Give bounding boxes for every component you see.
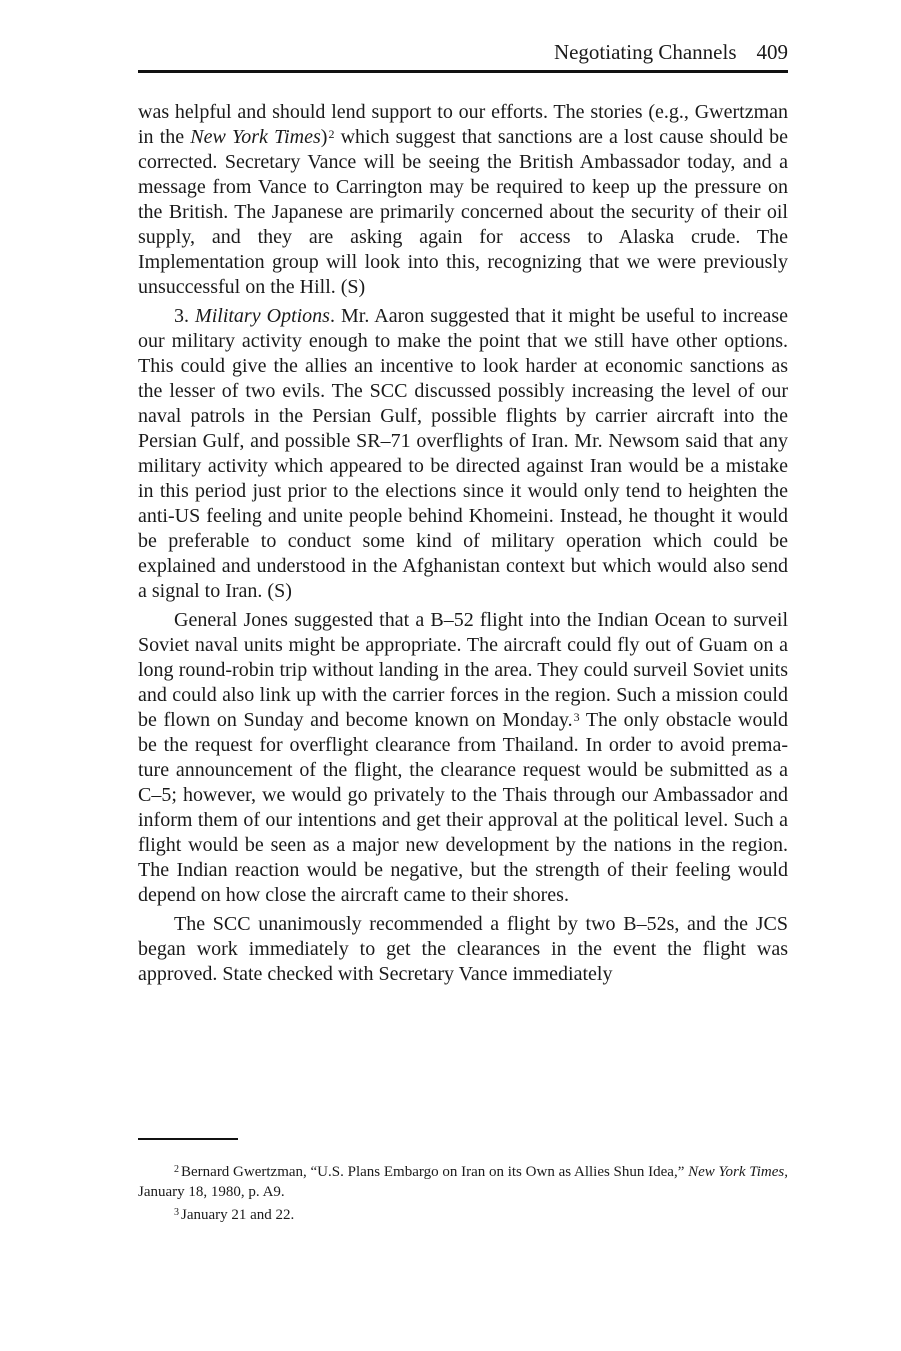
text-run: ): [320, 126, 328, 148]
text-run: General Jones suggested that a B–52 flight into the Indian Ocean to surveil Soviet naval units might be appropriate. The aircraft could fly out of Guam on a long round-robin trip without landing in the area. They could surveil Soviet units and could also link up with the carrier forces in the region. Such a mission could be flown on Sunday and become known on Monday.: [138, 609, 788, 731]
text-run: 3.: [174, 305, 196, 327]
running-head-title: Negotiating Channels: [553, 40, 737, 64]
footnote-reference: 2: [328, 127, 335, 141]
body-paragraph: [138, 304, 788, 604]
italic-text: New York Times: [190, 126, 321, 148]
body-paragraph: [138, 608, 788, 908]
text-run: , January 18, 1980, p. A9.: [138, 1164, 789, 1200]
footnote-reference: 3: [573, 710, 580, 724]
italic-text: Military Options: [195, 305, 330, 327]
text-run: which suggest that sanctions are a lost cause should be corrected. Secretary Vance will be seeing the British Ambassador today, and a message from Vance to Carrington may be required to keep up the pressure on the British. The Japanese are primarily concerned about the security of their oil supply, and they are asking again for access to Alaska crude. The Implementation group will look into this, recognizing that we were previously unsuccessful on the Hill. (S): [138, 126, 788, 298]
italic-text: New York Times: [688, 1164, 785, 1180]
running-header: [138, 36, 788, 68]
body-paragraph: [138, 100, 788, 300]
text-run: . Mr. Aaron suggested that it might be useful to increase our military activity enough to make the point that we still have other options. This could give the allies an incentive to look harder at economic sanctions as the lesser of two evils. The SCC discussed possibly increasing the level of our naval patrols in the Persian Gulf, possible flights by carrier aircraft into the Persian Gulf, and possible SR–71 overflights of Iran. Mr. Newsom said that any military activity which appeared to be directed against Iran would be a mistake in this period just prior to the elections since it would only tend to heighten the anti-US feeling and unite people behind Khomeini. Instead, he thought it would be preferable to conduct some kind of military operation which could be explained and understood in the Afghanistan context but which would also send a signal to Iran. (S): [138, 305, 789, 602]
footnote: [138, 1205, 788, 1225]
footnote-number: 3: [174, 1207, 179, 1218]
body-text: [138, 100, 788, 987]
footnote-number: 2: [174, 1164, 179, 1175]
text-run: Bernard Gwertzman, “U.S. Plans Embargo on Iran on its Own as Allies Shun Idea,”: [181, 1164, 689, 1180]
body-paragraph: [138, 912, 788, 987]
text-run: The SCC unanimously recommended a flight by two B–52s, and the JCS began work immediately to get the clearances in the event the flight was approved. State checked with Secretary Vance immediately: [138, 913, 788, 985]
footnote-rule: [138, 1138, 238, 1140]
footnote: [138, 1162, 788, 1202]
document-page: [138, 36, 788, 987]
footnotes: [138, 1162, 788, 1228]
text-run: The only obstacle would be the request for overflight clearance from Thailand. In order to avoid premature announcement of the flight, the clearance request would be submitted as a C–5; however, we would go privately to the Thais through our Ambassador and inform them of our intentions and get their approval at the political level. Such a flight would be seen as a major new development by the nations in the region. The Indian reaction would be negative, but the strength of their feeling would depend on how close the aircraft came to their shores.: [138, 709, 788, 906]
text-run: January 21 and 22.: [181, 1207, 295, 1223]
text-run: was helpful and should lend support to our efforts. The stories (e.g., Gwertzman in the: [138, 101, 788, 148]
header-rule: [138, 70, 788, 73]
page-number: 409: [756, 40, 788, 64]
